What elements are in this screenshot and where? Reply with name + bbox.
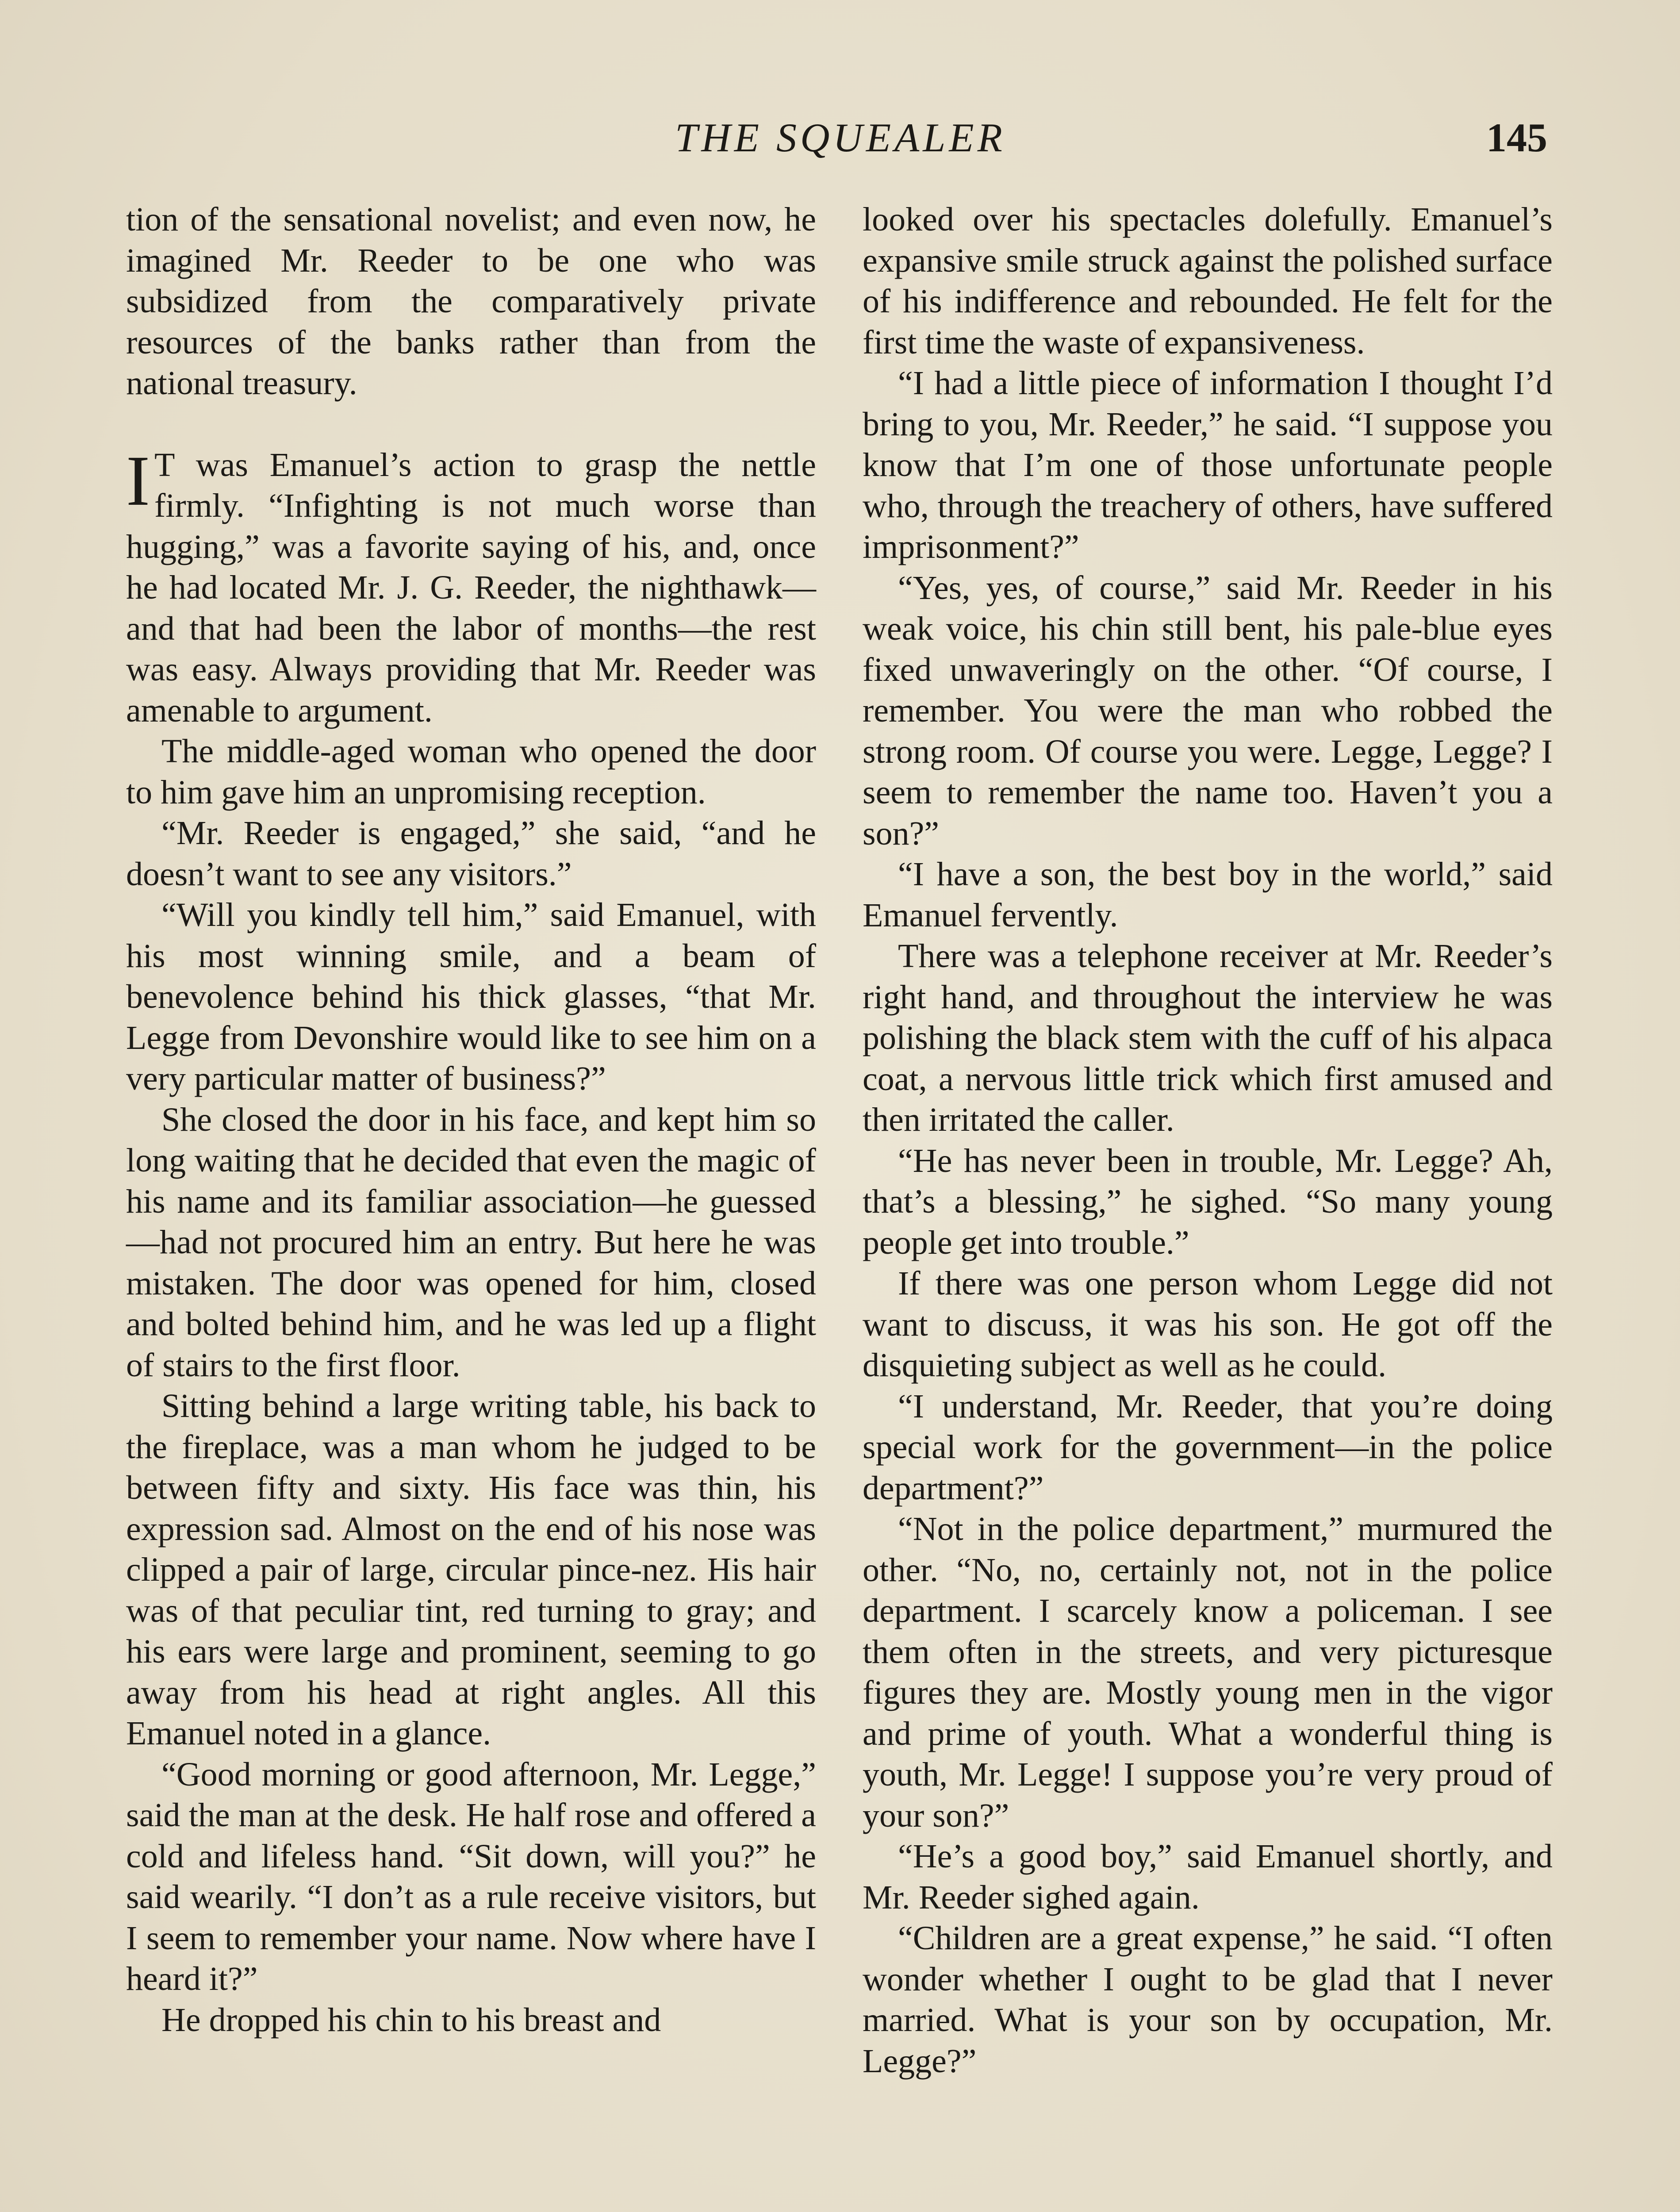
paragraph: “He has never been in trouble, Mr. Legge? Ah, that’s a blessing,” he sighed. “So many young people get into trouble.”: [863, 1142, 1553, 1261]
left-column: [126, 199, 816, 2040]
paragraph: tion of the sensational novelist; and even now, he imagined Mr. Reeder to be one who was subsidized from the comparatively private resources of the banks rather than from the national treasury.: [126, 201, 816, 402]
page-number: 145: [1486, 115, 1547, 160]
running-head: THE SQUEALER: [675, 115, 1006, 160]
paragraph: “I have a son, the best boy in the world,” said Emanuel fervently.: [863, 856, 1553, 934]
paragraph: “I had a little piece of information I thought I’d bring to you, Mr. Reeder,” he said. “I suppose you know that I’m one of those unfortunate people who, through the treachery of others, have suffered imprisonment?”: [863, 365, 1553, 565]
paragraph: looked over his spectacles dolefully. Emanuel’s expansive smile struck against the polished surface of his indifference and rebounded. He felt for the first time the waste of expansiveness.: [863, 201, 1553, 361]
paragraph: If there was one person whom Legge did not want to discuss, it was his son. He got off the disquieting subject as well as he could.: [863, 1265, 1553, 1384]
paragraph: Sitting behind a large writing table, his back to the fireplace, was a man whom he judged to be between fifty and sixty. His face was thin, his expression sad. Almost on the end of his nose was clipped a pair of large, circular pince-nez. His hair was of that peculiar tint, red turning to gray; and his ears were large and prominent, seeming to go away from his head at right angles. All this Emanuel noted in a glance.: [126, 1387, 816, 1752]
paragraph: The middle-aged woman who opened the door to him gave him an unpromising reception.: [126, 733, 816, 811]
drop-cap: I: [126, 441, 150, 521]
paragraph: “Mr. Reeder is engaged,” she said, “and he doesn’t want to see any visitors.”: [126, 814, 816, 893]
paragraph: “I understand, Mr. Reeder, that you’re doing special work for the government—in the police department?”: [863, 1387, 1553, 1507]
paragraph: There was a telephone receiver at Mr. Reeder’s right hand, and throughout the interview he was polishing the black stem with the cuff of his alpaca coat, a nervous little trick which first amused and then irritated the caller.: [863, 937, 1553, 1138]
paragraph: He dropped his chin to his breast and: [161, 2001, 661, 2039]
right-column: [863, 199, 1553, 2081]
paragraph: “Will you kindly tell him,” said Emanuel, with his most winning smile, and a beam of benevolence behind his thick glasses, “that Mr. Legge from Devonshire would like to see him on a very particular matter of business?”: [126, 896, 816, 1097]
section-opening-paragraph: [126, 441, 816, 731]
paragraph: She closed the door in his face, and kept him so long waiting that he decided that even the magic of his name and its familiar association—he guessed—had not procured him an entry. But here he was mistaken. The door was opened for him, closed and bolted behind him, and he was led up a flight of stairs to the first floor.: [126, 1101, 816, 1384]
paragraph: “Yes, yes, of course,” said Mr. Reeder in his weak voice, his chin still bent, his pale-blue eyes fixed unwaveringly on the other. “Of course, I remember. You were the man who robbed the strong room. Of course you were. Legge, Legge? I seem to remember the name too. Haven’t you a son?”: [863, 569, 1553, 852]
paragraph-text: T was Emanuel’s action to grasp the nettle firmly. “Infighting is not much worse than hugging,” was a favorite saying of his, and, once he had located Mr. J. G. Reeder, the nighthawk—and that had been the labor of months—the rest was easy. Always providing that Mr. Reeder was amenable to argument.: [126, 446, 816, 729]
paragraph: “Not in the police department,” murmured the other. “No, no, certainly not, not in the police department. I scarcely know a policeman. I see them often in the streets, and very picturesque figures they are. Mostly young men in the vigor and prime of youth. What a wonderful thing is youth, Mr. Legge! I suppose you’re very proud of your son?”: [863, 1510, 1553, 1834]
paragraph: “Good morning or good afternoon, Mr. Legge,” said the man at the desk. He half rose and offered a cold and lifeless hand. “Sit down, will you?” he said wearily. “I don’t as a rule receive visitors, but I seem to remember your name. Now where have I heard it?”: [126, 1755, 816, 1997]
paragraph: “Children are a great expense,” he said. “I often wonder whether I ought to be glad that I never married. What is your son by occupation, Mr. Legge?”: [863, 1920, 1553, 2080]
paragraph: “He’s a good boy,” said Emanuel shortly, and Mr. Reeder sighed again.: [863, 1838, 1553, 1916]
